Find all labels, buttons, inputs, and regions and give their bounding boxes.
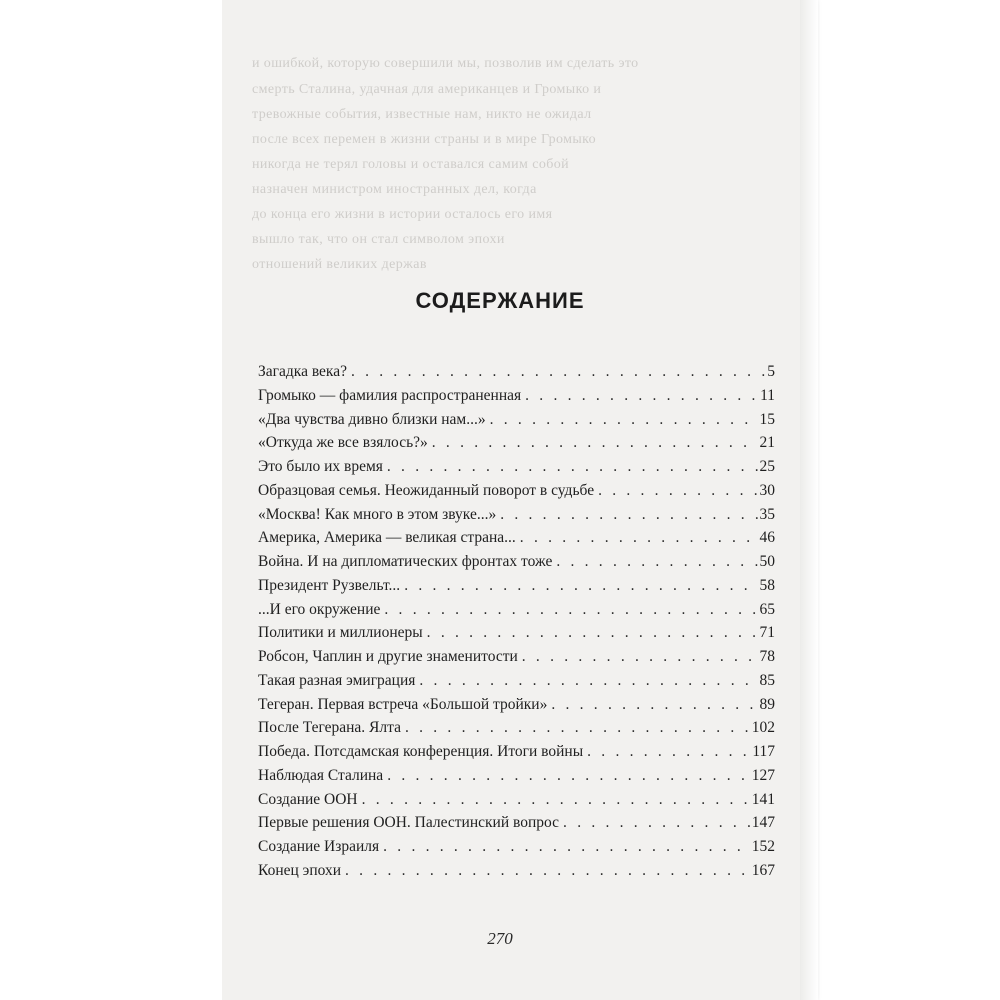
toc-leader-dots <box>551 693 757 717</box>
toc-entry <box>258 621 775 645</box>
toc-entry-page: 78 <box>759 648 775 665</box>
page-edge <box>800 0 818 1000</box>
toc-entry-page: 50 <box>759 553 775 570</box>
toc-entry <box>258 788 775 812</box>
toc-leader-dots <box>520 526 758 550</box>
toc-entry-title: Создание Израиля <box>258 838 380 855</box>
toc-leader-dots <box>345 859 750 883</box>
toc-entry <box>258 479 775 503</box>
bleed-through-line: никогда не терял головы и оставался самим собой <box>252 157 570 172</box>
toc-leader-dots <box>362 788 750 812</box>
bleed-through-line: вышло так, что он стал символом эпохи <box>252 232 505 247</box>
toc-entry <box>258 716 775 740</box>
toc-entry <box>258 645 775 669</box>
toc-leader-dots <box>384 598 757 622</box>
toc-leader-dots <box>427 621 758 645</box>
toc-entry <box>258 740 775 764</box>
bleed-through-line: после всех перемен в жизни страны и в мире Громыко <box>252 132 597 147</box>
toc-entry <box>258 693 775 717</box>
toc-entry-title: Наблюдая Сталина <box>258 766 384 784</box>
toc-entry-page: 25 <box>759 458 775 475</box>
toc-entry-title: Громыко — фамилия распространенная <box>258 386 522 404</box>
toc-entry <box>258 574 775 598</box>
toc-entry <box>258 764 775 788</box>
toc-entry <box>258 408 775 432</box>
toc-leader-dots <box>587 740 750 764</box>
toc-entry <box>258 503 775 527</box>
toc-entry <box>258 811 775 835</box>
toc-entry-page: 35 <box>759 505 775 523</box>
toc-entry-title: Тегеран. Первая встреча «Большой тройки» <box>258 695 548 713</box>
toc-leader-dots <box>383 835 750 859</box>
toc-entry-page: 89 <box>759 695 775 713</box>
toc-entry <box>258 550 775 574</box>
toc-entry-page: 147 <box>751 814 775 832</box>
toc-entry-page: 85 <box>759 671 775 689</box>
bleed-through-line: назначен министром иностранных дел, когда <box>252 182 537 197</box>
bleed-through-line: тревожные события, известные нам, никто не ожидал <box>252 107 592 122</box>
toc-leader-dots <box>500 503 757 527</box>
toc-entry <box>258 431 775 455</box>
toc-entry-title: Это было их время <box>258 458 383 475</box>
toc-entry-page: 152 <box>751 838 775 855</box>
toc-entry-page: 21 <box>759 434 775 452</box>
table-of-contents <box>258 363 775 895</box>
toc-entry-title: ...И его окружение <box>258 600 381 618</box>
toc-entry-title: «Откуда же все взялось?» <box>258 434 428 452</box>
toc-leader-dots <box>405 716 750 740</box>
toc-entry-page: 30 <box>759 481 775 499</box>
toc-leader-dots <box>432 431 758 455</box>
toc-entry <box>258 835 775 859</box>
toc-leader-dots <box>404 574 757 598</box>
toc-entry <box>258 526 775 550</box>
toc-entry-title: Такая разная эмиграция <box>258 671 416 689</box>
toc-entry-title: Победа. Потсдамская конференция. Итоги войны <box>258 743 584 760</box>
toc-leader-dots <box>556 550 757 574</box>
toc-leader-dots <box>563 811 750 835</box>
toc-entry <box>258 455 775 479</box>
toc-leader-dots <box>387 764 750 788</box>
toc-entry <box>258 669 775 693</box>
toc-leader-dots <box>598 479 757 503</box>
toc-leader-dots <box>490 408 758 432</box>
toc-leader-dots <box>419 669 757 693</box>
toc-entry-title: После Тегерана. Ялта <box>258 719 401 737</box>
toc-entry-page: 58 <box>759 576 775 594</box>
toc-entry-title: Политики и миллионеры <box>258 624 423 642</box>
contents-heading: СОДЕРЖАНИЕ <box>415 288 585 313</box>
page-number: 270 <box>487 929 513 948</box>
toc-entry-page: 167 <box>751 861 775 879</box>
toc-entry-title: Америка, Америка — великая страна... <box>258 529 516 547</box>
toc-entry-page: 127 <box>751 766 775 784</box>
bleed-through-line: до конца его жизни в истории осталось его имя <box>252 207 553 222</box>
toc-entry-title: Образцовая семья. Неожиданный поворот в судьбе <box>258 481 595 499</box>
toc-entry <box>258 360 775 384</box>
toc-leader-dots <box>525 384 758 408</box>
toc-leader-dots <box>522 645 758 669</box>
toc-entry-title: «Два чувства дивно близки нам...» <box>258 410 486 428</box>
toc-entry-title: «Москва! Как много в этом звуке...» <box>258 505 497 523</box>
toc-leader-dots <box>351 360 765 384</box>
toc-entry <box>258 859 775 883</box>
toc-entry-page: 11 <box>760 386 775 404</box>
toc-entry <box>258 598 775 622</box>
toc-entry-title: Загадка века? <box>258 363 347 380</box>
toc-entry-page: 65 <box>759 600 775 618</box>
toc-entry-page: 46 <box>759 529 775 547</box>
toc-entry-title: Война. И на дипломатических фронтах тоже <box>258 553 553 570</box>
toc-entry-title: Создание ООН <box>258 790 358 808</box>
toc-entry-page: 141 <box>751 790 775 808</box>
toc-entry-title: Первые решения ООН. Палестинский вопрос <box>258 814 560 832</box>
toc-entry-title: Президент Рузвельт... <box>258 576 401 594</box>
toc-entry-page: 5 <box>767 363 775 380</box>
toc-leader-dots <box>387 455 758 479</box>
toc-entry-title: Робсон, Чаплин и другие знаменитости <box>258 648 518 665</box>
toc-entry <box>258 384 775 408</box>
toc-entry-title: Конец эпохи <box>258 861 342 879</box>
toc-entry-page: 15 <box>759 410 775 428</box>
bleed-through-line: смерть Сталина, удачная для американцев и Громыко и <box>252 82 602 97</box>
toc-entry-page: 117 <box>752 743 775 760</box>
toc-entry-page: 71 <box>759 624 775 642</box>
bleed-through-line: отношений великих держав <box>252 257 427 272</box>
toc-entry-page: 102 <box>751 719 775 737</box>
bleed-through-line: и ошибкой, которую совершили мы, позволив им сделать это <box>252 56 639 71</box>
